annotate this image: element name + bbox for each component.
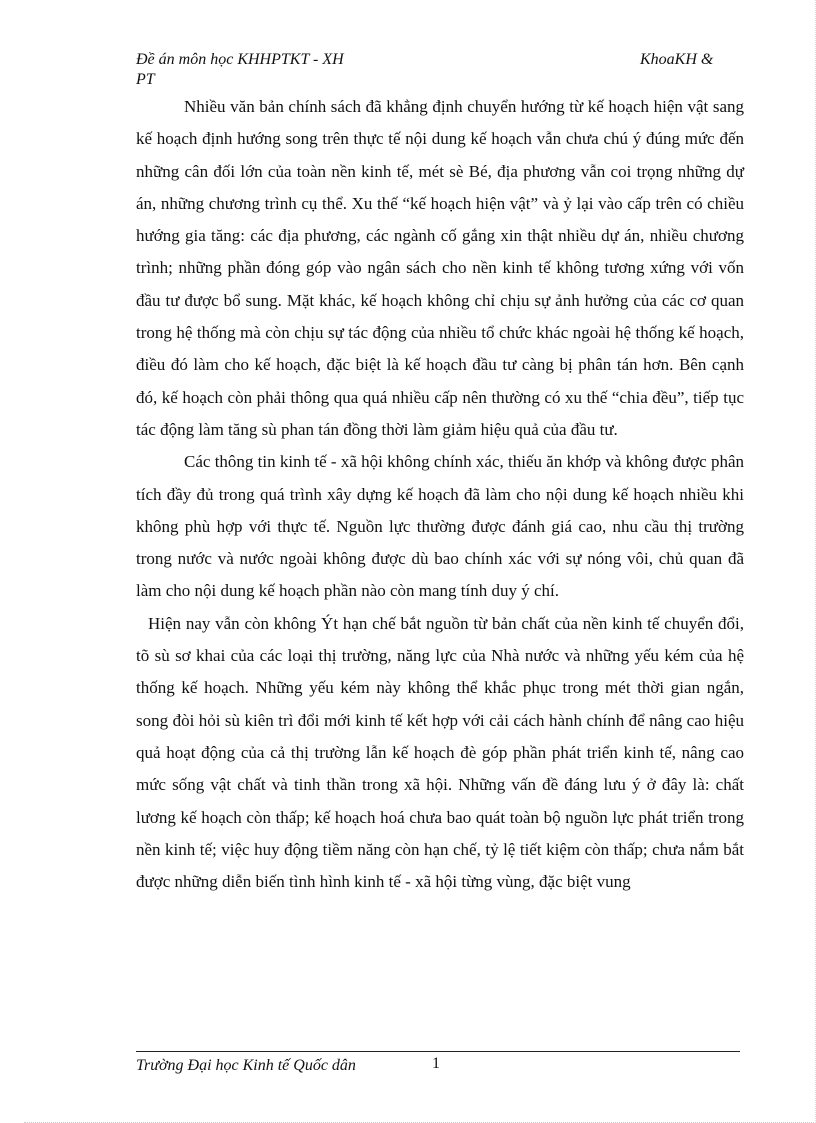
page-number: 1	[432, 1055, 440, 1072]
document-body	[136, 91, 744, 898]
footer-divider	[136, 1051, 740, 1052]
paragraph-2: Các thông tin kinh tế - xã hội không chính xác, thiếu ăn khớp và không được phân tích đầy đủ trong quá trình xây dựng kế hoạch đã làm cho nội dung kế hoạch nhiều khi không phù hợp với thực tế. Nguồn lực thường được đánh giá cao, nhu cầu thị trường trong nước và nước ngoài không được dù bao chính xác với sự nóng vôi, chủ quan đã làm cho nội dung kế hoạch phần nào còn mang tính duy ý chí.	[136, 452, 744, 601]
header-faculty: KhoaKH &	[640, 51, 714, 68]
header-course-title: Đề án môn học KHHPTKT - XH PT	[136, 51, 344, 88]
footer-school-name: Trường Đại học Kinh tế Quốc dân	[136, 1057, 356, 1074]
paragraph-1: Nhiều văn bản chính sách đã khẳng định chuyển hướng từ kế hoạch hiện vật sang kế hoạch định hướng song trên thực tế nội dung kế hoạch vẫn chưa chú ý đúng mức đến những cân đối lớn của toàn nền kinh tế, mét sè Bé, địa phương vẫn coi trọng những dự án, những chương trình cụ thể. Xu thế “kế hoạch hiện vật” và ỷ lại vào cấp trên có chiều hướng gia tăng: các địa phương, các ngành cố gắng xin thật nhiều dự án, nhiều chương trình; những phần đóng góp vào ngân sách cho nền kinh tế không tương xứng với vốn đầu tư được bổ sung. Mặt khác, kế hoạch không chỉ chịu sự ảnh hưởng của các cơ quan trong hệ thống mà còn chịu sự tác động của nhiều tổ chức khác ngoài hệ thống kế hoạch, điều đó làm cho kế hoạch, đặc biệt là kế hoạch đầu tư càng bị phân tán hơn. Bên cạnh đó, kế hoạch còn phải thông qua quá nhiều cấp nên thường có xu thế “chia đều”, tiếp tục tác động làm tăng sù phan tán đồng thời làm giảm hiệu quả của đầu tư.	[136, 97, 744, 439]
paragraph-3: Hiện nay vẫn còn không Ýt hạn chế bắt nguồn từ bản chất của nền kinh tế chuyển đổi, tõ sù sơ khai của các loại thị trường, năng lực của Nhà nước và những yếu kém của hệ thống kế hoạch. Những yếu kém này không thể khắc phục trong mét thời gian ngắn, song đòi hỏi sù kiên trì đổi mới kinh tế kết hợp với cải cách hành chính để nâng cao hiệu quả hoạt động của cả thị trường lẫn kế hoạch đè góp phần phát triển kinh tế, nâng cao mức sống vật chất và tinh thần trong xã hội. Những vấn đề đáng lưu ý ở đây là: chất lương kế hoạch còn thấp; kế hoạch hoá chưa bao quát toàn bộ nguồn lực phát triển trong nền kinh tế; việc huy động tiềm năng còn hạn chế, tỷ lệ tiết kiệm còn thấp; chưa nắm bắt được những diễn biến tình hình kinh tế - xã hội từng vùng, đặc biệt vung	[136, 613, 744, 892]
